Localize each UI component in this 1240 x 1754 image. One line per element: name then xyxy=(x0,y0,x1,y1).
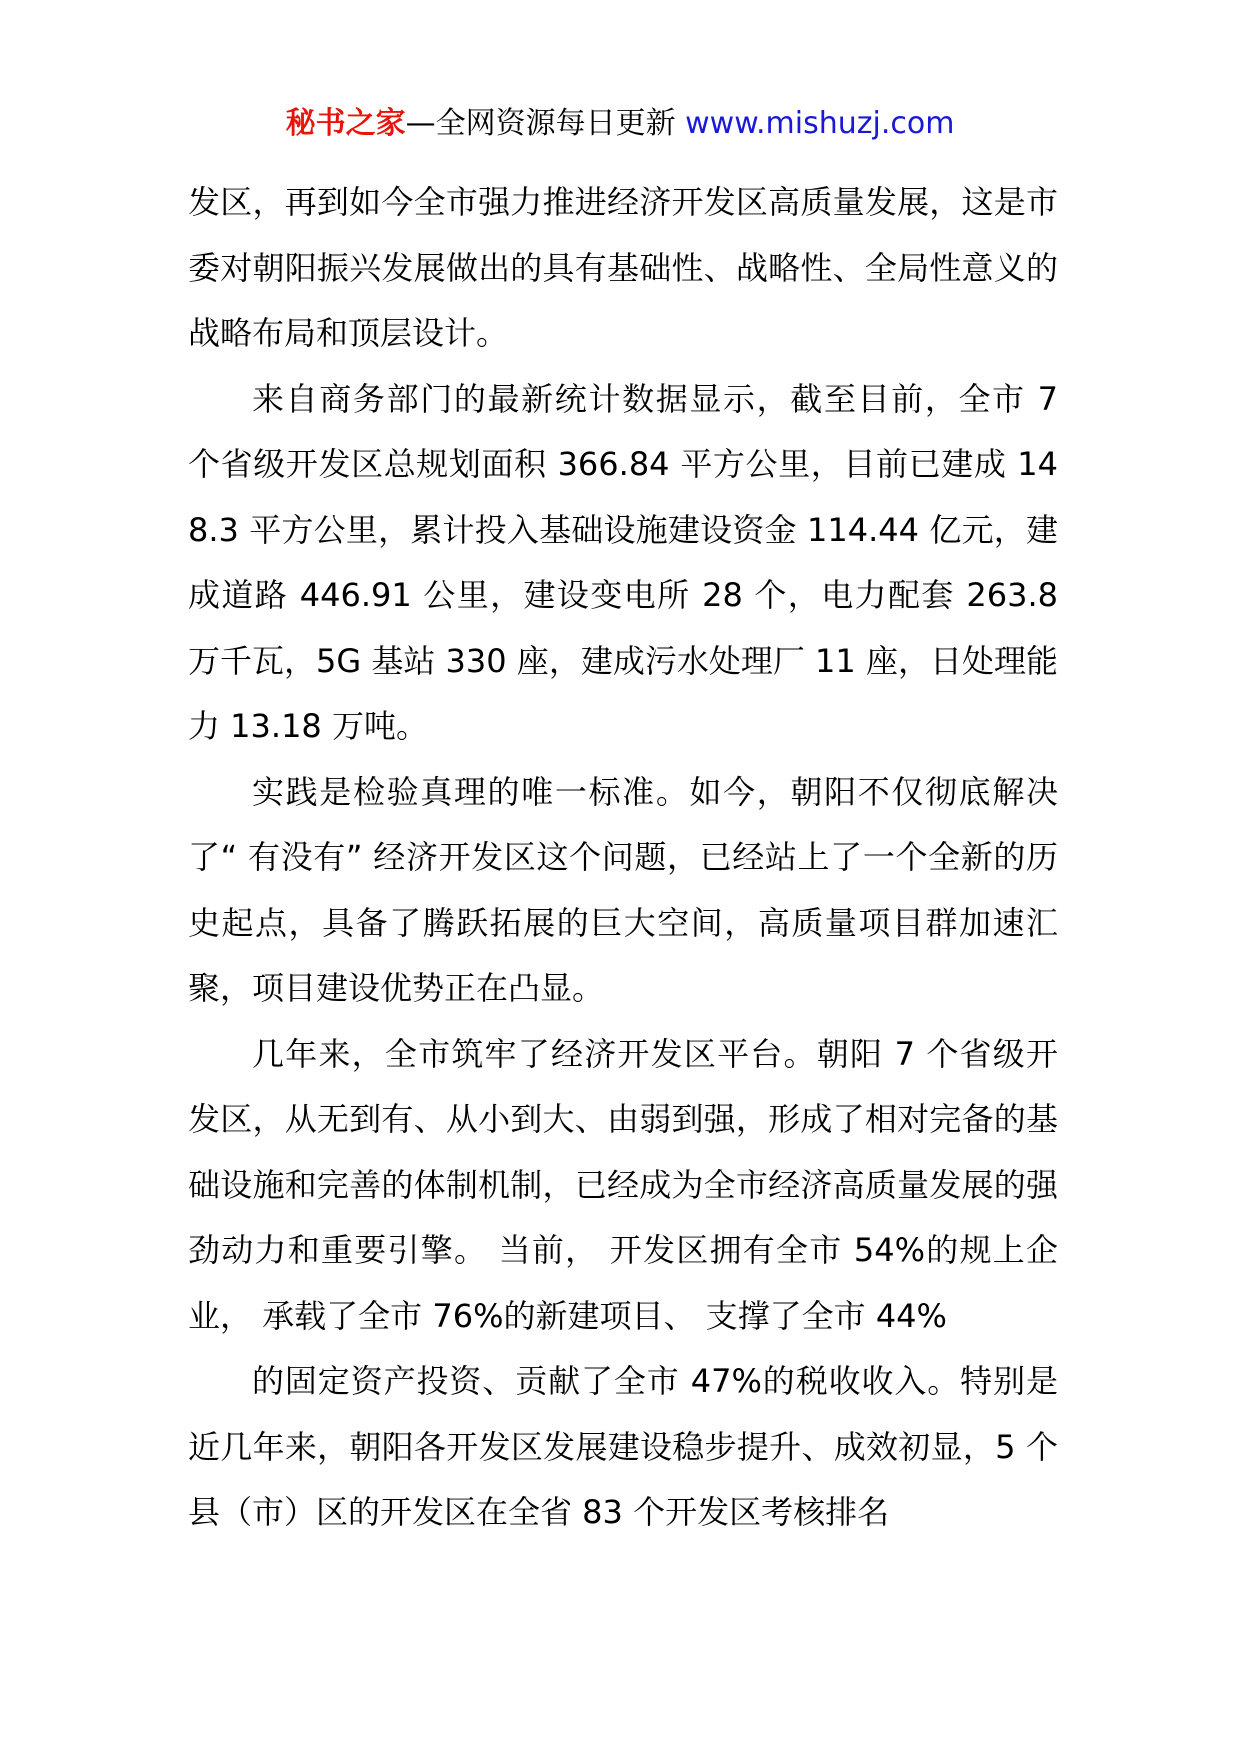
header-tagline: —全网资源每日更新 xyxy=(405,106,676,141)
document-body xyxy=(188,170,1058,1546)
paragraph-3: 实践是检验真理的唯一标准。如今，朝阳不仅彻底解决了“ 有没有” 经济开发区这个问题，已经站上了一个全新的历史起点，具备了腾跃拓展的巨大空间，高质量项目群加速汇聚，项目建设优势正在凸显。 xyxy=(188,772,1058,1007)
paragraph-5: 的固定资产投资、贡献了全市 47%的税收收入。特别是近几年来，朝阳各开发区发展建设稳步提升、成效初显，5 个县（市）区的开发区在全省 83 个开发区考核排名 xyxy=(188,1362,1058,1531)
site-url-link[interactable]: www.mishuzj.com xyxy=(685,106,955,141)
paragraph-4: 几年来，全市筑牢了经济开发区平台。朝阳 7 个省级开发区，从无到有、从小到大、由弱到强，形成了相对完备的基础设施和完善的体制机制，已经成为全市经济高质量发展的强劲动力和重要引擎。 当前， 开发区拥有全市 54%的规上企业， 承载了全市 76%的新建项目、 支撑了全市 44% xyxy=(188,1034,1058,1335)
brand-name: 秘书之家 xyxy=(285,106,406,141)
paragraph-2: 来自商务部门的最新统计数据显示，截至目前，全市 7 个省级开发区总规划面积 366.84 平方公里，目前已建成 148.3 平方公里，累计投入基础设施建设资金 114.44 亿元，建成道路 446.91 公里，建设变电所 28 个，电力配套 263.8 万千瓦，5G 基站 330 座，建成污水处理厂 11 座，日处理能力 13.18 万吨。 xyxy=(188,379,1058,745)
paragraph-1: 发区，再到如今全市强力推进经济开发区高质量发展，这是市委对朝阳振兴发展做出的具有基础性、战略性、全局性意义的战略布局和顶层设计。 xyxy=(188,183,1058,352)
page-header xyxy=(0,102,1240,146)
